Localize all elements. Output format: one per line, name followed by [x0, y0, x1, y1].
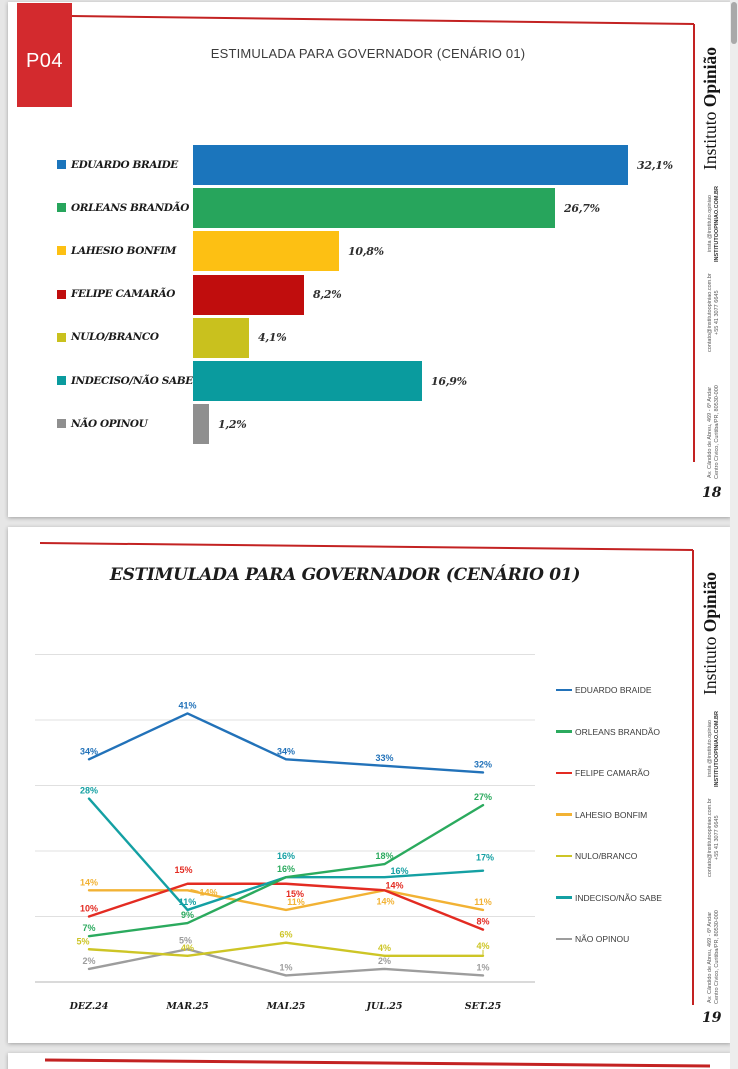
point-value-label: 11%: [178, 896, 197, 907]
page-18: [8, 2, 731, 517]
bar-category-label: NULO/BRANCO: [71, 331, 159, 344]
legend-label: EDUARDO BRAIDE: [575, 685, 652, 695]
scrollbar-thumb[interactable]: [731, 2, 737, 44]
legend-label: ORLEANS BRANDÃO: [575, 726, 661, 737]
address-street: Av. Cândido de Abreu, 469 - 6º Andar: [707, 911, 713, 1003]
bar: [193, 231, 339, 271]
legend-line-swatch-icon: [556, 772, 572, 775]
address-city: Centro Cívico, Curitiba/PR, 80530-000: [714, 910, 720, 1004]
point-value-label: 34%: [79, 746, 99, 757]
x-axis-label: SET.25: [464, 1001, 502, 1012]
bar-value-label: 32,1%: [637, 158, 673, 172]
bar: [193, 145, 628, 185]
point-value-label: 16%: [276, 851, 296, 862]
red-border-accent: [8, 1053, 731, 1069]
bar-row: [8, 318, 708, 358]
point-value-label: 27%: [473, 792, 493, 803]
bar: [193, 275, 304, 315]
bar-category-label: ORLEANS BRANDÃO: [71, 201, 189, 214]
social-site: INSTITUTOOPINIAO.COM.BR: [714, 711, 720, 787]
bar-category-label: EDUARDO BRAIDE: [71, 158, 178, 171]
legend-line-swatch-icon: [556, 938, 572, 941]
bar-row: [8, 188, 708, 228]
legend-line-swatch-icon: [556, 730, 572, 733]
point-value-label: 2%: [82, 955, 96, 966]
x-axis-label: MAI.25: [266, 1001, 306, 1012]
bar-row: [8, 275, 708, 315]
line-chart-title: ESTIMULADA PARA GOVERNADOR (CENÁRIO 01): [109, 565, 581, 585]
point-value-label: 5%: [76, 936, 90, 947]
brand-social: [707, 710, 721, 788]
bar-category-label: INDECISO/NÃO SABE: [71, 374, 193, 387]
legend-item: [556, 892, 662, 904]
legend-item: [556, 933, 629, 945]
point-value-label: 6%: [279, 929, 293, 940]
point-value-label: 4%: [180, 942, 195, 953]
legend-item: [556, 850, 637, 862]
bar-row: [8, 145, 708, 185]
legend-item: [556, 684, 652, 696]
bar: [193, 188, 555, 228]
page-number: 18: [702, 485, 722, 501]
bar-category-label: NÃO OPINOU: [71, 417, 148, 430]
legend-label: NÃO OPINOU: [575, 934, 630, 944]
brand-name-bold: Opinião: [700, 46, 720, 107]
point-value-label: 1%: [279, 962, 293, 973]
label-leader-line: [191, 889, 199, 891]
bar-row: [8, 361, 708, 401]
bar-value-label: 8,2%: [313, 288, 342, 302]
series-line: [89, 949, 483, 975]
x-axis-label: DEZ.24: [69, 1001, 109, 1012]
point-value-label: 14%: [376, 896, 395, 907]
brand-address: [707, 380, 721, 484]
point-value-label: 11%: [287, 896, 305, 907]
point-value-label: 15%: [285, 888, 305, 899]
point-value-label: 33%: [375, 752, 394, 763]
point-value-label: 18%: [375, 851, 394, 862]
contact-phone: +55 41 3077 6645: [714, 815, 720, 861]
brand-address: [707, 905, 721, 1009]
point-value-label: 10%: [79, 903, 99, 914]
brand-social: [707, 185, 721, 263]
legend-swatch-icon: [57, 203, 66, 212]
point-value-label: 11%: [474, 896, 492, 907]
point-value-label: 1%: [476, 962, 490, 973]
point-value-label: 28%: [79, 785, 99, 796]
legend-label: INDECISO/NÃO SABE: [575, 892, 662, 903]
legend-swatch-icon: [57, 290, 66, 299]
page-19: [8, 527, 731, 1043]
scrollbar-track[interactable]: [730, 0, 738, 1069]
contact-email: contato@institutoopiniao.com.br: [707, 273, 713, 353]
point-value-label: 16%: [276, 864, 296, 875]
series-line: [89, 713, 483, 772]
bar-value-label: 16,9%: [431, 374, 467, 388]
bar-row: [8, 404, 708, 444]
brand-name-regular: Instituto: [700, 106, 720, 170]
brand-name-bold: Opinião: [700, 571, 720, 632]
brand-name-regular: Instituto: [700, 631, 720, 695]
series-line: [89, 890, 483, 910]
brand-contact: [707, 264, 721, 362]
legend-swatch-icon: [57, 376, 66, 385]
point-value-label: 5%: [178, 935, 193, 946]
brand-logo: [700, 543, 721, 723]
x-axis-label: JUL.25: [366, 1001, 403, 1012]
legend-swatch-icon: [57, 246, 66, 255]
bar-value-label: 10,8%: [348, 244, 384, 258]
address-street: Av. Cândido de Abreu, 469 - 6º Andar: [707, 386, 713, 478]
contact-email: contato@institutoopiniao.com.br: [707, 798, 713, 878]
point-value-label: 41%: [178, 700, 197, 711]
social-handle: insta @instituto.opiniao: [707, 195, 713, 253]
bar: [193, 318, 249, 358]
legend-swatch-icon: [57, 419, 66, 428]
series-line: [89, 884, 483, 930]
line-chart: [8, 527, 731, 1043]
point-value-label: 14%: [385, 880, 404, 891]
bar-value-label: 4,1%: [258, 331, 287, 345]
bar-category-label: FELIPE CAMARÃO: [71, 288, 175, 301]
point-value-label: 7%: [82, 923, 96, 934]
social-site: INSTITUTOOPINIAO.COM.BR: [714, 186, 720, 262]
page-number: 19: [702, 1010, 722, 1026]
legend-item: [556, 726, 660, 738]
brand-logo: [700, 18, 721, 198]
series-line: [89, 799, 483, 910]
social-handle: insta @instituto.opiniao: [707, 720, 713, 778]
point-value-label: 16%: [390, 866, 409, 877]
point-value-label: 34%: [276, 746, 296, 757]
legend-item: [556, 767, 650, 779]
point-value-label: 2%: [377, 955, 392, 966]
red-border-accent: [8, 527, 731, 1043]
x-axis-label: MAR.25: [166, 1001, 209, 1012]
point-value-label: 8%: [476, 916, 490, 927]
brand-contact: [707, 789, 721, 887]
series-line: [89, 943, 483, 956]
bar: [193, 361, 422, 401]
series-line: [89, 805, 483, 936]
legend-line-swatch-icon: [556, 813, 572, 816]
page-next-peek: [8, 1053, 731, 1069]
legend-line-swatch-icon: [556, 689, 572, 692]
bar-chart-title: ESTIMULADA PARA GOVERNADOR (CENÁRIO 01): [210, 46, 526, 61]
bar-row: [8, 231, 708, 271]
bar-value-label: 26,7%: [564, 201, 600, 215]
question-tag: P04: [17, 3, 72, 107]
point-value-label: 4%: [476, 940, 490, 951]
legend-label: LAHESIO BONFIM: [575, 809, 648, 820]
point-value-label: 17%: [475, 852, 495, 863]
bar: [193, 404, 209, 444]
legend-swatch-icon: [57, 160, 66, 169]
legend-line-swatch-icon: [556, 855, 572, 858]
legend-item: [556, 809, 647, 821]
point-value-label: 14%: [79, 877, 99, 888]
point-value-label: 15%: [174, 864, 193, 875]
legend-label: FELIPE CAMARÃO: [575, 768, 650, 778]
contact-phone: +55 41 3077 6645: [714, 290, 720, 336]
legend-line-swatch-icon: [556, 896, 572, 899]
bar-value-label: 1,2%: [218, 417, 247, 431]
point-value-label: 4%: [377, 942, 392, 953]
legend-label: NULO/BRANCO: [575, 851, 638, 861]
point-value-label: 32%: [473, 759, 493, 770]
address-city: Centro Cívico, Curitiba/PR, 80530-000: [714, 385, 720, 479]
point-value-label: 9%: [180, 910, 195, 921]
legend-swatch-icon: [57, 333, 66, 342]
point-value-label: 14%: [199, 887, 218, 898]
bar-category-label: LAHESIO BONFIM: [71, 244, 176, 257]
